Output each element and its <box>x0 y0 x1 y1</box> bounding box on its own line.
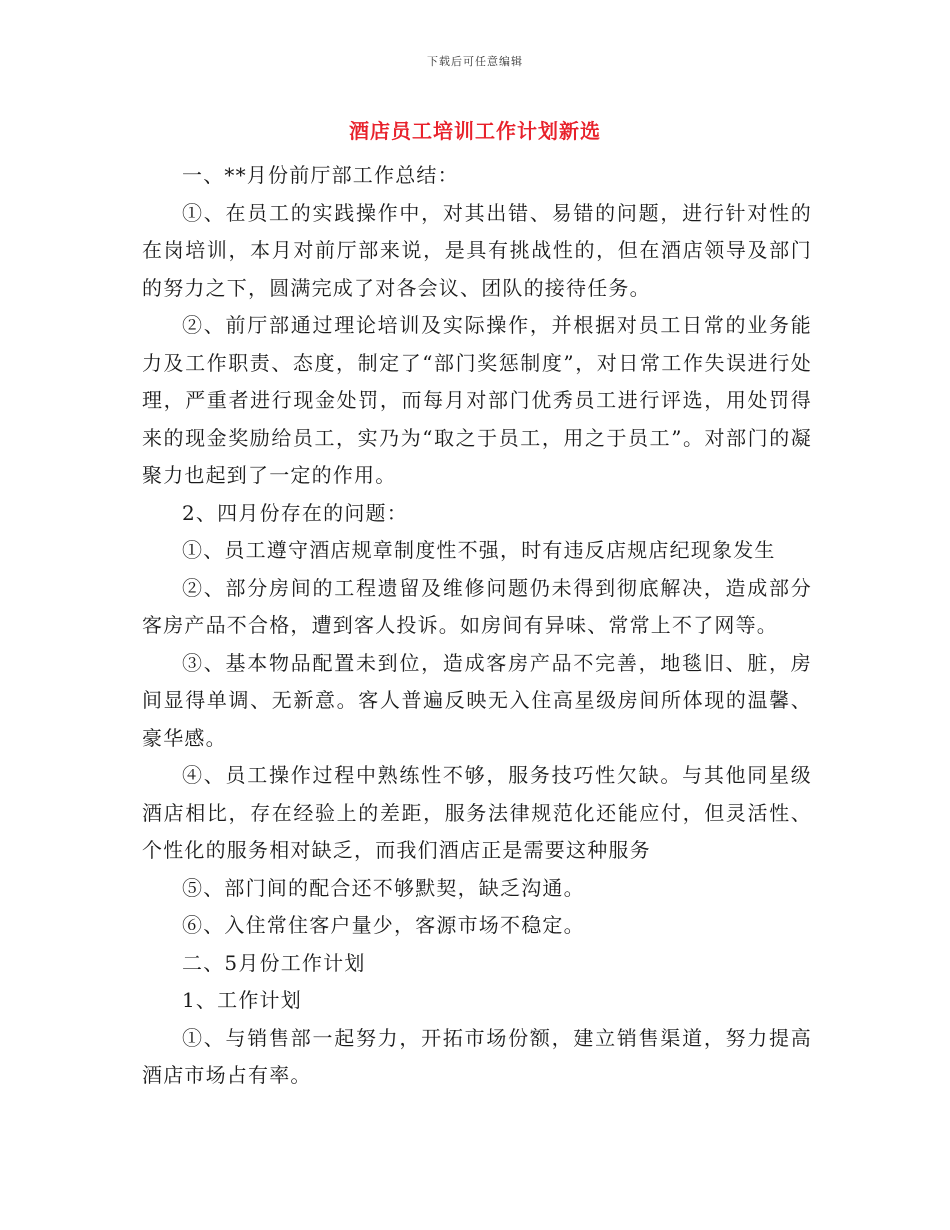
document-title: 酒店员工培训工作计划新选 <box>349 119 601 143</box>
paragraph: ②、部分房间的工程遗留及维修问题仍未得到彻底解决，造成部分客房产品不合格，遭到客人投诉。如房间有异味、常常上不了网等。 <box>142 575 812 637</box>
paragraph-subheading: 2、四月份存在的问题： <box>182 500 408 525</box>
document-body <box>142 157 812 1095</box>
paragraph-subheading: 1、工作计划 <box>182 988 302 1012</box>
paragraph: ④、员工操作过程中熟练性不够，服务技巧性欠缺。与其他同星级酒店相比，存在经验上的差距，服务法律规范化还能应付，但灵活性、个性化的服务相对缺乏，而我们酒店正是需要这种服务 <box>142 763 812 862</box>
paragraph-section-heading-1: 一、**月份前厅部工作总结： <box>182 163 459 187</box>
paragraph: ③、基本物品配置未到位，造成客房产品不完善，地毯旧、脏，房间显得单调、无新意。客人普遍反映无入住高星级房间所体现的温馨、豪华感。 <box>142 650 812 750</box>
paragraph: ①、员工遵守酒店规章制度性不强，时有违反店规店纪现象发生 <box>182 538 776 562</box>
paragraph-section-heading-2: 二、5月份工作计划 <box>182 950 366 975</box>
paragraph: ②、前厅部通过理论培训及实际操作，并根据对员工日常的业务能力及工作职责、态度，制定了“部门奖惩制度”，对日常工作失误进行处理，严重者进行现金处罚，而每月对部门优秀员工进行评选，用处罚得来的现金奖励给员工，实乃为“取之于员工，用之于员工”。对部门的凝聚力也起到了一定的作用。 <box>142 313 812 487</box>
paragraph: ⑤、部门间的配合还不够默契，缺乏沟通。 <box>182 875 585 900</box>
paragraph: ①、与销售部一起努力，开拓市场份额，建立销售渠道，努力提高酒店市场占有率。 <box>142 1025 812 1087</box>
paragraph: ①、在员工的实践操作中，对其出错、易错的问题，进行针对性的在岗培训，本月对前厅部来说，是具有挑战性的，但在酒店领导及部门的努力之下，圆满完成了对各会议、团队的接待任务。 <box>142 200 812 300</box>
header-note: 下载后可任意编辑 <box>427 55 523 68</box>
paragraph: ⑥、入住常住客户量少，客源市场不稳定。 <box>182 913 585 937</box>
